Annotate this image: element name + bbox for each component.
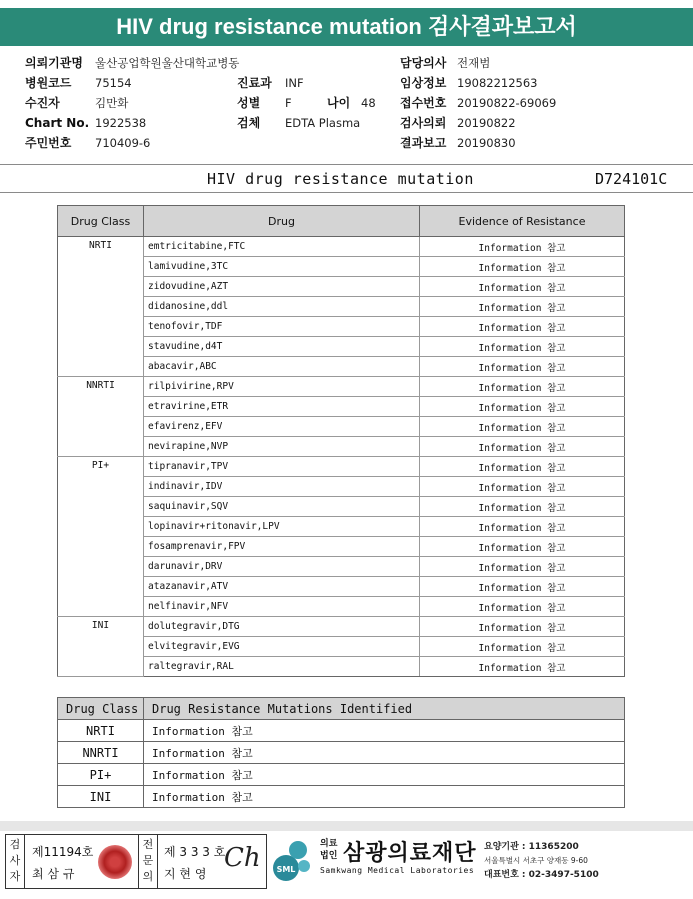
table-row xyxy=(58,477,625,497)
specialist-name: 지 현 영 xyxy=(164,867,207,881)
examiner-label: 검 사 자 xyxy=(9,838,21,883)
drug-cell: rilpivirine,RPV xyxy=(144,377,420,397)
drug-class-cell: NRTI xyxy=(58,720,144,742)
drug-cell: abacavir,ABC xyxy=(144,357,420,377)
examiner-name: 최 삼 규 xyxy=(32,867,75,881)
info-row: 접수번호 20190822-69069 xyxy=(400,96,557,110)
evidence-cell: Information 참고 xyxy=(420,617,625,637)
table-row xyxy=(58,457,625,477)
info-row: 주민번호 710409-6 xyxy=(25,136,151,150)
signature: Ch xyxy=(224,843,261,873)
column-header: Drug xyxy=(144,206,420,237)
drug-cell: efavirenz,EFV xyxy=(144,417,420,437)
report-subtitle: HIV drug resistance mutation xyxy=(207,170,474,188)
table-row xyxy=(58,637,625,657)
evidence-cell: Information 참고 xyxy=(420,477,625,497)
mutation-cell: Information 참고 xyxy=(144,764,625,786)
drug-class-cell: NNRTI xyxy=(58,377,144,457)
evidence-cell: Information 참고 xyxy=(420,597,625,617)
drug-cell: fosamprenavir,FPV xyxy=(144,537,420,557)
mutation-cell: Information 참고 xyxy=(144,720,625,742)
examiner-license: 제11194호 xyxy=(32,845,94,859)
evidence-cell: Information 참고 xyxy=(420,637,625,657)
table-row xyxy=(58,577,625,597)
info-row: 임상정보 19082212563 xyxy=(400,76,538,90)
table-row xyxy=(58,597,625,617)
table-row xyxy=(58,786,625,808)
evidence-cell: Information 참고 xyxy=(420,297,625,317)
drug-cell: lopinavir+ritonavir,LPV xyxy=(144,517,420,537)
divider xyxy=(138,835,139,888)
info-row: 병원코드 75154 xyxy=(25,76,132,90)
table-row xyxy=(58,437,625,457)
specialist-license: 제 3 3 3 호 xyxy=(164,845,226,859)
sml-logo-icon xyxy=(272,836,312,886)
table-row xyxy=(58,537,625,557)
table-row xyxy=(58,517,625,537)
table-row xyxy=(58,317,625,337)
column-header: Drug Class xyxy=(58,206,144,237)
drug-cell: nelfinavir,NFV xyxy=(144,597,420,617)
table-row xyxy=(58,497,625,517)
signature-box xyxy=(5,834,267,889)
info-row: 검체 EDTA Plasma xyxy=(237,116,361,130)
evidence-cell: Information 참고 xyxy=(420,657,625,677)
report-title: HIV drug resistance mutation 검사결과보고서 xyxy=(0,8,693,46)
drug-cell: tipranavir,TPV xyxy=(144,457,420,477)
evidence-cell: Information 참고 xyxy=(420,277,625,297)
patient-info-middle xyxy=(237,73,376,133)
org-name: 삼광의료재단 xyxy=(343,841,477,866)
info-row: 수진자 김만화 xyxy=(25,96,129,110)
evidence-cell: Information 참고 xyxy=(420,517,625,537)
table-row xyxy=(58,257,625,277)
column-header: Drug Resistance Mutations Identified xyxy=(144,698,625,720)
age-label: 나이 xyxy=(327,96,351,110)
table-row xyxy=(58,237,625,257)
drug-cell: tenofovir,TDF xyxy=(144,317,420,337)
drug-class-cell: INI xyxy=(58,617,144,677)
request-id: D724101C xyxy=(595,170,668,188)
drug-cell: elvitegravir,EVG xyxy=(144,637,420,657)
drug-cell: stavudine,d4T xyxy=(144,337,420,357)
drug-table xyxy=(57,205,625,677)
table-row xyxy=(58,557,625,577)
evidence-cell: Information 참고 xyxy=(420,457,625,477)
drug-cell: etravirine,ETR xyxy=(144,397,420,417)
table-row xyxy=(58,397,625,417)
info-row: 성별 F 나이 48 xyxy=(237,93,376,113)
evidence-cell: Information 참고 xyxy=(420,557,625,577)
table-row xyxy=(58,742,625,764)
table-row xyxy=(58,417,625,437)
drug-class-cell: PI+ xyxy=(58,764,144,786)
evidence-cell: Information 참고 xyxy=(420,497,625,517)
footer-divider xyxy=(0,821,693,831)
drug-class-cell: NNRTI xyxy=(58,742,144,764)
drug-cell: raltegravir,RAL xyxy=(144,657,420,677)
evidence-cell: Information 참고 xyxy=(420,397,625,417)
evidence-cell: Information 참고 xyxy=(420,337,625,357)
specialist-label: 전 문 의 xyxy=(142,838,154,883)
org-type: 의료 법인 xyxy=(320,839,338,861)
org-english-name: Samkwang Medical Laboratories xyxy=(320,866,475,875)
evidence-cell: Information 참고 xyxy=(420,417,625,437)
org-phone: 대표번호 : 02-3497-5100 xyxy=(484,870,599,880)
institution-code: 요양기관 : 11365200 xyxy=(484,842,579,852)
drug-class-cell: NRTI xyxy=(58,237,144,377)
age-value: 48 xyxy=(361,96,376,110)
evidence-cell: Information 참고 xyxy=(420,577,625,597)
drug-cell: saquinavir,SQV xyxy=(144,497,420,517)
evidence-cell: Information 참고 xyxy=(420,537,625,557)
drug-class-cell: INI xyxy=(58,786,144,808)
table-row xyxy=(58,277,625,297)
divider xyxy=(0,164,693,165)
mutation-cell: Information 참고 xyxy=(144,786,625,808)
table-header-row xyxy=(58,698,625,720)
info-row: Chart No. 1922538 xyxy=(25,116,147,130)
info-row: 의뢰기관명 울산공업학원울산대학교병동 xyxy=(25,56,240,70)
drug-cell: zidovudine,AZT xyxy=(144,277,420,297)
table-row xyxy=(58,617,625,637)
drug-class-cell: PI+ xyxy=(58,457,144,617)
mutation-table xyxy=(57,697,625,808)
drug-cell: dolutegravir,DTG xyxy=(144,617,420,637)
column-header: Drug Class xyxy=(58,698,144,720)
evidence-cell: Information 참고 xyxy=(420,257,625,277)
drug-cell: nevirapine,NVP xyxy=(144,437,420,457)
drug-cell: indinavir,IDV xyxy=(144,477,420,497)
info-row: 진료과 INF xyxy=(237,76,304,90)
table-row xyxy=(58,297,625,317)
patient-info-left xyxy=(25,53,239,153)
drug-cell: atazanavir,ATV xyxy=(144,577,420,597)
drug-cell: darunavir,DRV xyxy=(144,557,420,577)
table-row xyxy=(58,720,625,742)
table-row xyxy=(58,764,625,786)
patient-info-right xyxy=(400,53,556,153)
info-row: 담당의사 전재범 xyxy=(400,56,491,70)
logo-text: SML xyxy=(276,865,296,874)
org-contact xyxy=(484,840,599,882)
org-address: 서울특별시 서초구 양재동 9-60 xyxy=(484,856,588,865)
drug-cell: didanosine,ddl xyxy=(144,297,420,317)
table-row xyxy=(58,337,625,357)
evidence-cell: Information 참고 xyxy=(420,437,625,457)
drug-cell: lamivudine,3TC xyxy=(144,257,420,277)
drug-cell: emtricitabine,FTC xyxy=(144,237,420,257)
evidence-cell: Information 참고 xyxy=(420,237,625,257)
mutation-cell: Information 참고 xyxy=(144,742,625,764)
table-row xyxy=(58,357,625,377)
seal-stamp-icon xyxy=(98,845,132,879)
divider xyxy=(24,835,25,888)
table-row xyxy=(58,657,625,677)
evidence-cell: Information 참고 xyxy=(420,357,625,377)
info-row: 검사의뢰 20190822 xyxy=(400,116,516,130)
column-header: Evidence of Resistance xyxy=(420,206,625,237)
table-row xyxy=(58,377,625,397)
evidence-cell: Information 참고 xyxy=(420,317,625,337)
evidence-cell: Information 참고 xyxy=(420,377,625,397)
info-row: 결과보고 20190830 xyxy=(400,136,516,150)
table-header-row xyxy=(58,206,625,237)
divider xyxy=(0,192,693,193)
divider xyxy=(157,835,158,888)
